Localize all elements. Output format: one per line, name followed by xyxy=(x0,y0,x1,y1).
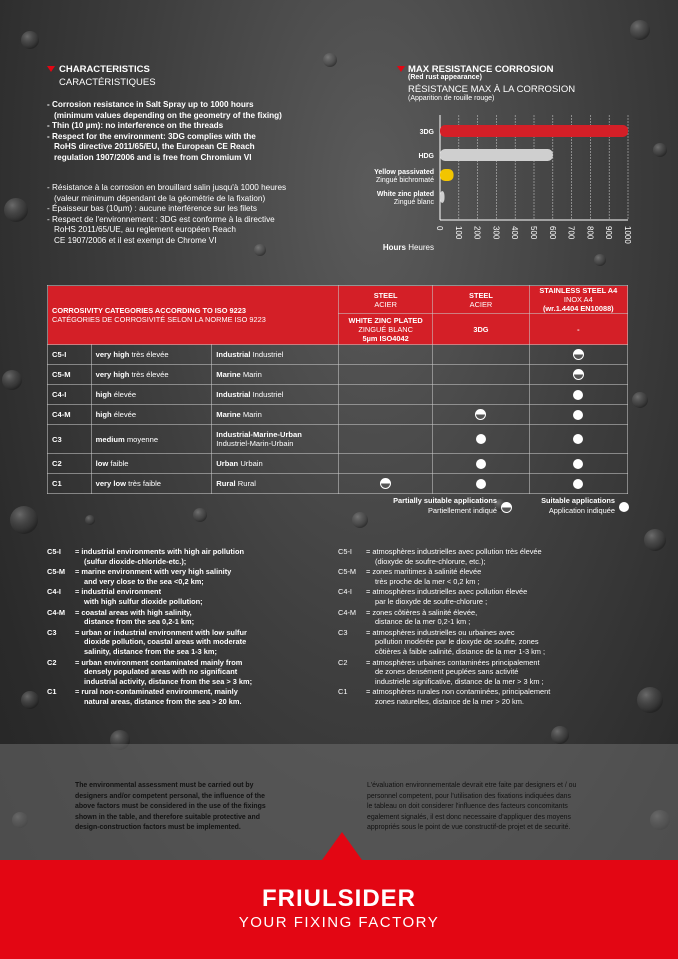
col3-subheader: - xyxy=(529,314,627,345)
definition-line: (dioxyde de soufre-chlorure, etc.); xyxy=(375,556,486,566)
definition-code: C2 xyxy=(338,657,348,667)
note-fr-line: egalement signalés, il est donc necessaire d'appliquer des moyens xyxy=(367,813,571,821)
tick-label: 1000 xyxy=(623,226,632,244)
cell-code xyxy=(48,405,92,425)
level-fr: très faible xyxy=(128,479,162,488)
definition-row xyxy=(338,658,628,687)
definition-code: C1 xyxy=(338,687,348,697)
env-fr: Industriel xyxy=(252,390,284,399)
col1-sub3: 5µm ISO4042 xyxy=(362,333,409,343)
cell-environment xyxy=(212,365,339,385)
characteristics-fr-list xyxy=(47,183,347,247)
cell-rating-c3 xyxy=(529,474,627,494)
level-fr: faible xyxy=(110,459,129,468)
definition-row xyxy=(47,628,327,657)
cell-rating-c3 xyxy=(529,365,627,385)
row-code: C5-M xyxy=(52,370,71,379)
definition-code: C2 xyxy=(47,657,57,667)
definition-code: C4-I xyxy=(47,587,61,597)
tick-label: 300 xyxy=(491,226,501,240)
cell-rating-c2 xyxy=(433,365,529,385)
row-code: C2 xyxy=(52,459,62,468)
definition-row xyxy=(338,628,628,657)
char-en-line: regulation 1907/2006 and is free from Chromium VI xyxy=(54,152,252,162)
characteristics-marker-icon xyxy=(47,66,55,72)
full-circle-icon xyxy=(573,479,583,489)
cell-code xyxy=(48,474,92,494)
characteristics-title: CHARACTERISTICS xyxy=(59,64,150,75)
cell-rating-c1 xyxy=(338,425,432,454)
chart-marker-icon xyxy=(397,66,405,72)
definition-line: = atmosphères industrielles avec pollution très élevée xyxy=(366,547,542,556)
definition-text xyxy=(75,628,247,657)
definition-line: densely populated areas with no significant xyxy=(84,667,238,677)
full-circle-icon xyxy=(619,502,629,512)
table-header-categories xyxy=(48,286,339,345)
full-circle-icon xyxy=(476,479,486,489)
chart-subtitle: (Red rust appearance) xyxy=(408,74,482,81)
note-fr-line: personnel competent, pour l'utilisation des fixations indiquées dans xyxy=(367,792,571,800)
tick-label: 600 xyxy=(547,226,557,240)
footer-notch xyxy=(322,832,362,860)
cell-rating-c1 xyxy=(338,365,432,385)
definition-text xyxy=(366,687,550,706)
definition-line: côtières à faible salinité, distance de la mer 1-3 km ; xyxy=(375,646,546,656)
definition-line: industrial activity, distance from the sea > 3 km; xyxy=(84,676,253,686)
half-circle-icon xyxy=(475,409,486,420)
footer-note-fr xyxy=(367,781,637,834)
cell-rating-c2 xyxy=(433,474,529,494)
cell-environment xyxy=(212,385,339,405)
col1-sub1: WHITE ZINC PLATED xyxy=(348,315,423,325)
cell-level xyxy=(91,385,212,405)
x-axis-label-fr: Heures xyxy=(408,243,434,252)
bar-label: 3DG xyxy=(419,129,434,136)
legend-partial-fr: Partiellement indiqué xyxy=(427,506,497,515)
level-en: very low xyxy=(95,479,126,488)
col2-line1: STEEL xyxy=(469,290,493,300)
level-en: very high xyxy=(95,370,130,379)
definition-line: = urban or industrial environment with low sulfur xyxy=(75,627,247,637)
note-fr-line: le tableau on doit considerer l'influence des facteurs concomitants xyxy=(367,803,568,810)
definition-row xyxy=(47,587,327,606)
level-en: high xyxy=(95,410,112,419)
characteristics-title-fr: CARACTÉRISTIQUES xyxy=(59,77,156,88)
env-fr: Industriel-Marin-Urbain xyxy=(216,439,294,448)
env-fr: Urbain xyxy=(240,459,263,468)
cell-rating-c1 xyxy=(338,345,432,365)
char-en-line: RoHS directive 2011/65/EU, the European CE Reach xyxy=(54,142,255,152)
col3-line3: (wr.1.4404 EN10088) xyxy=(542,304,614,313)
col1-line2: ACIER xyxy=(374,299,397,309)
char-en-line: (minimum values depending on the geometry of the fixing) xyxy=(54,110,282,120)
definition-code: C4-M xyxy=(47,607,66,617)
definition-row xyxy=(338,608,628,627)
level-en: medium xyxy=(95,434,125,444)
x-axis-label-en: Hours xyxy=(382,243,409,252)
definition-line: industrielle significative, distance de la mer > 3 km ; xyxy=(375,676,544,686)
row-code: C4-M xyxy=(52,410,71,419)
bar-label: HDG xyxy=(418,153,434,160)
env-fr: Rural xyxy=(237,479,256,488)
full-circle-icon xyxy=(573,434,583,444)
level-en: high xyxy=(95,390,112,399)
bar-label-fr: Zingué bichromaté xyxy=(376,177,434,184)
definition-line: pollution modérée par le dioxyde de soufre, zones xyxy=(375,637,539,647)
legend-suitable-en: Suitable applications xyxy=(541,496,615,505)
table-row xyxy=(48,385,628,405)
env-en: Marine xyxy=(216,370,241,379)
tick-label: 900 xyxy=(604,226,614,240)
col3-line2: INOX A4 xyxy=(563,295,593,304)
definition-text xyxy=(75,687,242,706)
definition-code: C4-I xyxy=(338,587,352,597)
definition-line: très proche de la mer < 0,2 km ; xyxy=(375,576,480,586)
col1-line1: STEEL xyxy=(373,290,398,300)
chart-subtitle-fr: (Apparition de rouille rouge) xyxy=(408,95,495,102)
definition-line: salinity, distance from the sea 1-3 km; xyxy=(84,646,217,656)
bar-label: Yellow passivated xyxy=(374,169,434,176)
level-fr: élevée xyxy=(113,410,137,419)
definition-text xyxy=(366,628,545,657)
table-row xyxy=(48,454,628,474)
definition-line: = rural non-contaminated environment, mainly xyxy=(75,687,238,697)
full-circle-icon xyxy=(573,459,583,469)
definition-line: = urban environment contaminated mainly from xyxy=(75,657,243,667)
env-en: Marine xyxy=(216,410,241,419)
row-code: C3 xyxy=(52,434,62,444)
level-fr: moyenne xyxy=(126,434,159,444)
definition-line: and very close to the sea <0,2 km; xyxy=(84,576,204,586)
cell-code xyxy=(48,345,92,365)
definition-row xyxy=(47,567,327,586)
corrosivity-table xyxy=(47,285,628,494)
definition-line: = coastal areas with high salinity, xyxy=(75,607,192,617)
definition-text xyxy=(75,658,252,687)
col2-subheader: 3DG xyxy=(433,314,529,345)
bar xyxy=(440,149,553,161)
cell-code xyxy=(48,365,92,385)
definition-line: distance de la mer 0,2-1 km ; xyxy=(375,617,471,627)
definition-row xyxy=(47,687,327,706)
definition-code: C5-I xyxy=(338,547,352,556)
row-code: C5-I xyxy=(52,350,67,359)
definition-line: = atmosphères industrielles avec pollution élevée xyxy=(366,587,528,597)
env-en: Industrial xyxy=(216,350,251,359)
bar xyxy=(440,125,628,137)
cell-rating-c2 xyxy=(433,345,529,365)
full-circle-icon xyxy=(476,459,486,469)
char-fr-line: (valeur minimum dépendant de la géométrie de la fixation) xyxy=(54,193,266,203)
definition-code: C3 xyxy=(47,627,57,637)
resistance-chart xyxy=(345,105,645,270)
definition-code: C5-M xyxy=(47,567,66,577)
legend-suitable xyxy=(520,496,615,516)
definition-code: C5-M xyxy=(338,567,357,577)
definition-line: = industrial environments with high air pollution xyxy=(75,547,244,556)
definition-line: = atmosphères industrielles ou urbaines avec xyxy=(366,627,515,637)
col1-sub2: ZINGUÉ BLANC xyxy=(358,324,413,334)
chart-title: MAX RESISTANCE CORROSION xyxy=(408,64,554,75)
cell-rating-c2 xyxy=(433,385,529,405)
legend-suitable-fr: Application indiquée xyxy=(548,506,615,515)
cell-code xyxy=(48,454,92,474)
row-code: C1 xyxy=(52,479,62,488)
cell-level xyxy=(91,425,212,454)
note-en-line: The environmental assessment must be carried out by xyxy=(75,782,254,789)
definition-text xyxy=(75,547,244,566)
definition-line: = zones côtières à salinité élevée, xyxy=(366,607,478,617)
env-fr: Marin xyxy=(242,370,262,379)
cell-code xyxy=(48,385,92,405)
env-en: Industrial xyxy=(216,390,251,399)
definition-row xyxy=(338,687,628,706)
tick-label: 500 xyxy=(529,226,538,240)
definition-text xyxy=(366,587,527,606)
full-circle-icon xyxy=(573,410,583,420)
definition-text xyxy=(366,658,544,687)
definition-line: (sulfur dioxide-chloride-etc.); xyxy=(84,556,187,566)
definition-row xyxy=(338,587,628,606)
table-header-en: CORROSIVITY CATEGORIES ACCORDING TO ISO 9223 xyxy=(52,306,246,315)
level-fr: élevée xyxy=(113,390,137,399)
table-header-fr: CATÉGORIES DE CORROSIVITÉ SELON LA NORME ISO 9223 xyxy=(52,315,266,324)
char-fr-line: CE 1907/2006 et il est exempt de Chrome VI xyxy=(54,235,217,245)
definition-row xyxy=(47,658,327,687)
x-axis-label xyxy=(383,243,434,252)
char-en-line: - Respect for the environment: 3DG complies with the xyxy=(47,131,256,141)
cell-environment xyxy=(212,454,339,474)
char-fr-line: RoHS 2011/65/UE, au reglement européen Reach xyxy=(54,225,236,235)
legend-partial xyxy=(375,496,497,516)
char-fr-line: - Respect de l'environnement : 3DG est conforme à la directive xyxy=(47,214,275,224)
table-row xyxy=(48,405,628,425)
definition-line: zones naturelles, distance de la mer > 20 km. xyxy=(375,696,524,706)
half-circle-icon xyxy=(501,502,512,513)
cell-rating-c1 xyxy=(338,405,432,425)
definition-line: with high sulfur dioxide pollution; xyxy=(84,596,203,606)
tick-label: 0 xyxy=(435,226,444,231)
cell-rating-c3 xyxy=(529,454,627,474)
definition-text xyxy=(75,567,231,586)
definition-code: C3 xyxy=(338,627,348,637)
col-steel-white-header xyxy=(338,286,432,314)
half-circle-icon xyxy=(573,349,584,360)
definition-text xyxy=(75,587,203,606)
definition-line: par le dioxyde de soufre-chlorure ; xyxy=(375,596,488,606)
env-en: Urban xyxy=(216,459,239,468)
full-circle-icon xyxy=(573,390,583,400)
definitions-en xyxy=(47,547,327,708)
note-en-line: above factors must be considered in the use of the fixings xyxy=(75,803,266,810)
bar-label: White zinc plated xyxy=(376,191,434,198)
definitions-fr xyxy=(338,547,628,708)
definition-line: = zones maritimes à salinité élevée xyxy=(366,567,482,577)
level-fr: très élevée xyxy=(131,350,169,359)
tick-label: 800 xyxy=(585,226,595,240)
tick-label: 400 xyxy=(510,226,520,240)
table-row xyxy=(48,365,628,385)
note-fr-line: appropriés sous le point de vue constructif-de projet et de securité. xyxy=(367,824,571,831)
definition-text xyxy=(75,608,194,627)
note-en-line: design-construction factors must be implemented. xyxy=(75,824,241,831)
cell-rating-c3 xyxy=(529,345,627,365)
chart-title-fr: RÉSISTANCE MAX À LA CORROSION xyxy=(408,84,576,95)
table-row xyxy=(48,425,628,454)
col3-line1: STAINLESS STEEL A4 xyxy=(539,286,618,295)
level-en: very high xyxy=(95,350,130,359)
definition-line: = atmosphères rurales non contaminées, principalement xyxy=(366,687,551,697)
env-fr: Marin xyxy=(242,410,262,419)
cell-level xyxy=(91,405,212,425)
legend-partial-en: Partially suitable applications xyxy=(393,496,497,505)
col2-line2: ACIER xyxy=(469,299,493,309)
cell-code xyxy=(48,425,92,454)
char-en-line: - Thin (10 µm): no interference on the threads xyxy=(47,121,224,131)
cell-rating-c2 xyxy=(433,405,529,425)
cell-rating-c1 xyxy=(338,454,432,474)
definition-row xyxy=(47,608,327,627)
definition-line: = industrial environment xyxy=(75,587,162,597)
tick-label: 200 xyxy=(472,226,482,240)
definition-row xyxy=(338,567,628,586)
env-fr: Industriel xyxy=(252,350,284,359)
definition-row xyxy=(338,547,628,566)
definition-text xyxy=(366,567,481,586)
char-fr-line: - Épaisseur bas (10µm) : aucune interférence sur les filets xyxy=(47,204,257,214)
level-fr: très élevée xyxy=(131,370,169,379)
table-row xyxy=(48,345,628,365)
col1-subheader xyxy=(338,314,432,345)
cell-level xyxy=(91,365,212,385)
cell-level xyxy=(91,345,212,365)
col-steel-3dg-header xyxy=(433,286,529,314)
tick-label: 100 xyxy=(453,226,463,240)
cell-rating-c1 xyxy=(338,474,432,494)
definition-code: C4-M xyxy=(338,607,357,617)
definition-line: dioxide pollution, coastal areas with moderate xyxy=(84,637,247,647)
char-en-line: - Corrosion resistance in Salt Spray up to 1000 hours xyxy=(47,100,254,109)
definition-line: distance from the sea 0,2-1 km; xyxy=(84,617,195,627)
env-en: Industrial-Marine-Urban xyxy=(216,430,302,439)
definition-text xyxy=(366,608,477,627)
cell-environment xyxy=(212,345,339,365)
cell-rating-c3 xyxy=(529,385,627,405)
col-stainless-header xyxy=(529,286,627,314)
brand-logo: FRIULSIDER xyxy=(262,885,416,912)
cell-environment xyxy=(212,425,339,454)
cell-rating-c1 xyxy=(338,385,432,405)
tick-label: 700 xyxy=(566,226,576,240)
bar xyxy=(440,191,445,203)
cell-level xyxy=(91,474,212,494)
note-en-line: shown in the table, and therefore suitable protective and xyxy=(75,813,260,821)
definition-line: natural areas, distance from the sea > 20 km. xyxy=(84,696,242,706)
cell-environment xyxy=(212,405,339,425)
bar-label-fr: Zingué blanc xyxy=(393,199,434,206)
cell-rating-c2 xyxy=(433,454,529,474)
definition-code: C1 xyxy=(47,687,57,697)
cell-rating-c3 xyxy=(529,405,627,425)
cell-environment xyxy=(212,474,339,494)
level-en: low xyxy=(95,459,109,468)
cell-level xyxy=(91,454,212,474)
full-circle-icon xyxy=(476,434,486,444)
note-en-line: designers and/or competent personal, the influence of the xyxy=(75,792,265,800)
char-fr-line: - Résistance à la corrosion en brouillard salin jusqu'à 1000 heures xyxy=(47,183,287,192)
brand-tagline: YOUR FIXING FACTORY xyxy=(238,914,440,931)
half-circle-icon xyxy=(380,478,391,489)
note-fr-line: L'évaluation environnementale devrait etre faite par designers et / ou xyxy=(367,782,577,789)
table-row xyxy=(48,474,628,494)
row-code: C4-I xyxy=(52,390,67,399)
definition-text xyxy=(366,547,542,566)
env-en: Rural xyxy=(216,479,236,488)
definition-line: = atmosphères urbaines contaminées principalement xyxy=(366,657,540,667)
definition-code: C5-I xyxy=(47,547,61,556)
definition-line: = marine environment with very high salinity xyxy=(75,567,232,577)
definition-line: de zones densément peuplées sans activité xyxy=(375,667,519,677)
characteristics-en-list xyxy=(47,100,347,164)
definition-row xyxy=(47,547,327,566)
half-circle-icon xyxy=(573,369,584,380)
footer-note-en xyxy=(75,781,345,834)
cell-rating-c3 xyxy=(529,425,627,454)
cell-rating-c2 xyxy=(433,425,529,454)
bar xyxy=(440,169,454,181)
